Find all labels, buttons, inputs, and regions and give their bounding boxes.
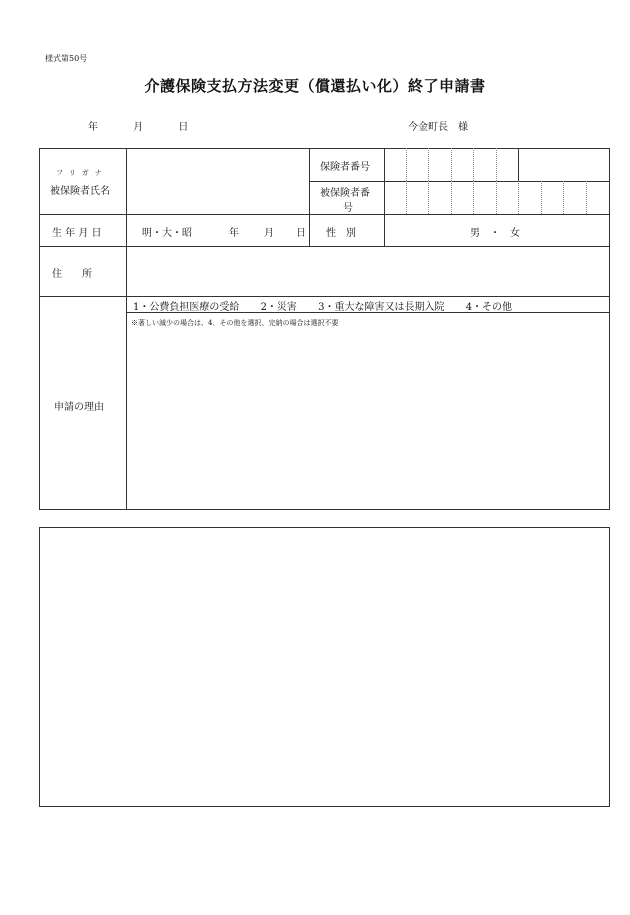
furigana-label: フリガナ: [56, 169, 108, 177]
digit-separator: [473, 148, 474, 181]
form-number: 様式第50号: [45, 54, 88, 63]
birth-day-label: 日: [296, 228, 306, 239]
digit-separator: [586, 181, 587, 214]
birth-month-label: 月: [264, 228, 274, 239]
insurer-number-label: 保険者番号: [320, 162, 370, 173]
digit-separator: [428, 181, 429, 214]
addressee: 今金町長 様: [408, 122, 468, 133]
date-month: 月: [133, 122, 144, 133]
sex-label: 性 別: [326, 228, 356, 239]
digit-separator: [518, 181, 519, 214]
digit-separator: [406, 148, 407, 181]
application-form-table: [39, 148, 610, 510]
row-divider: [39, 296, 610, 297]
row-divider: [309, 181, 610, 182]
digit-separator: [428, 148, 429, 181]
birth-year-label: 年: [229, 228, 239, 239]
page-title: 介護保険支払方法変更（償還払い化）終了申請書: [144, 77, 486, 95]
date-day: 日: [178, 122, 189, 133]
sex-options: 男 ・ 女: [470, 228, 520, 239]
column-divider: [126, 148, 127, 510]
digit-separator: [563, 181, 564, 214]
reason-option-1[interactable]: 1・公費負担医療の受給: [133, 302, 240, 313]
column-divider: [518, 148, 519, 181]
address-label: 住 所: [52, 269, 92, 280]
reason-option-2[interactable]: 2・災害: [260, 302, 297, 313]
digit-separator: [451, 148, 452, 181]
digit-separator: [406, 181, 407, 214]
reason-options: [133, 298, 530, 313]
row-divider: [39, 246, 610, 247]
era-options: 明・大・昭: [142, 228, 192, 239]
insured-name-label: 被保険者氏名: [50, 186, 110, 197]
remarks-box: [39, 527, 610, 807]
digit-separator: [451, 181, 452, 214]
reason-label: 申請の理由: [54, 402, 104, 413]
reason-option-4[interactable]: 4・その他: [465, 302, 513, 313]
date-year: 年: [88, 122, 98, 133]
digit-separator: [541, 181, 542, 214]
date-line: [88, 118, 220, 133]
row-divider: [39, 214, 610, 215]
insured-number-label-line2: 号: [343, 203, 353, 214]
digit-separator: [496, 148, 497, 181]
digit-separator: [496, 181, 497, 214]
insured-number-label-line1: 被保険者番: [320, 188, 370, 199]
digit-separator: [473, 181, 474, 214]
column-divider: [384, 148, 385, 246]
reason-option-3[interactable]: 3・重大な障害又は長期入院: [318, 302, 445, 313]
column-divider: [309, 214, 310, 246]
birth-date-label: 生 年 月 日: [52, 228, 102, 239]
reason-note: ※著しい減少の場合は、4．その他を選択、完納の場合は選択不要: [131, 319, 339, 327]
